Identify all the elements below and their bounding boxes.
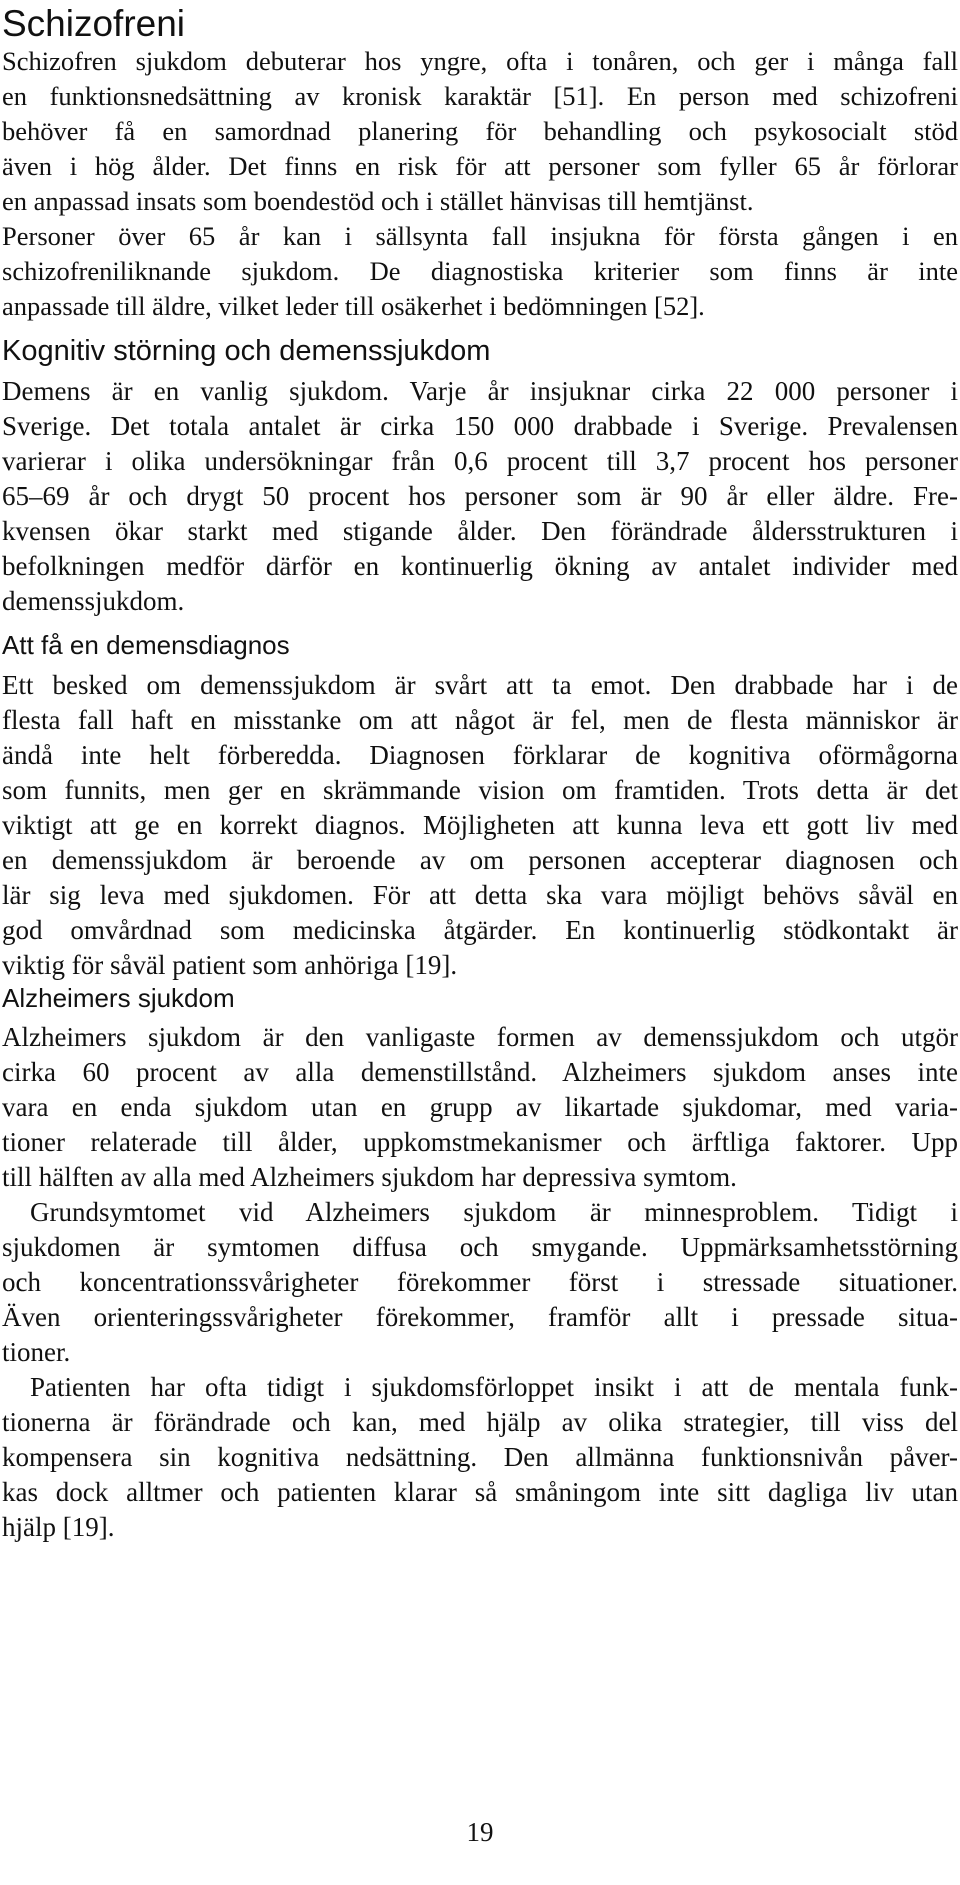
page-number: 19 [466,1817,494,1847]
text-line: till hälften av alla med Alzheimers sjukdom har depressiva symtom. [2,1162,737,1192]
text-line: god omvårdnad som medicinska åtgärder. En kontinuerlig stödkontakt är [2,915,958,945]
heading-kognitiv-storning: Kognitiv störning och demenssjukdom [2,335,491,367]
text-line: vara en enda sjukdom utan en grupp av likartade sjukdomar, med varia- [2,1092,958,1122]
heading-schizofreni: Schizofreni [2,3,186,44]
text-line: Demens är en vanlig sjukdom. Varje år insjuknar cirka 22 000 personer i [2,376,958,406]
text-line: kvensen ökar starkt med stigande ålder. Den förändrade åldersstrukturen i [2,516,958,546]
text-line: demenssjukdom. [2,586,185,616]
text-line: cirka 60 procent av alla demenstillstånd. Alzheimers sjukdom anses inte [2,1057,958,1087]
text-line: befolkningen medför därför en kontinuerlig ökning av antalet individer med [2,551,958,581]
text-line: Personer över 65 år kan i sällsynta fall insjukna för första gången i en [2,221,958,251]
paragraph-alzheimers-3 [2,1370,958,1545]
text-line: lär sig leva med sjukdomen. För att detta ska vara möjligt behövs såväl en [2,880,958,910]
paragraph-alzheimers-2 [2,1195,958,1370]
text-line: 65–69 år och drygt 50 procent hos personer som är 90 år eller äldre. Fre- [2,481,958,511]
paragraph-schizofreni [2,44,958,324]
heading-alzheimers: Alzheimers sjukdom [2,983,235,1013]
text-line: en demenssjukdom är beroende av om personen accepterar diagnosen och [2,845,958,875]
text-line: Patienten har ofta tidigt i sjukdomsförloppet insikt i att de mentala funk- [30,1372,958,1402]
text-line: viktig för såväl patient som anhöriga [19]. [2,950,458,980]
text-line: Grundsymtomet vid Alzheimers sjukdom är minnesproblem. Tidigt i [30,1197,958,1227]
text-line: en funktionsnedsättning av kronisk karaktär [51]. En person med schizofreni [2,81,958,111]
text-line: tioner relaterade till ålder, uppkomstmekanismer och ärftliga faktorer. Upp [2,1127,958,1157]
text-line: hjälp [19]. [2,1512,115,1542]
text-line: ändå inte helt förberedda. Diagnosen förklarar de kognitiva oförmågorna [2,740,958,770]
text-line: schizofreniliknande sjukdom. De diagnostiska kriterier som finns är inte [2,256,958,286]
text-line: även i hög ålder. Det finns en risk för att personer som fyller 65 år förlorar [2,151,958,181]
text-line: Även orienteringssvårigheter förekommer, framför allt i pressade situa- [2,1302,958,1332]
paragraph-demensdiagnos [2,668,958,983]
text-line: och koncentrationssvårigheter förekommer först i stressade situationer. [2,1267,958,1297]
paragraph-kognitiv-storning [2,374,958,619]
text-line: Sverige. Det totala antalet är cirka 150 000 drabbade i Sverige. Prevalensen [2,411,958,441]
text-line: flesta fall haft en misstanke om att något är fel, men de flesta människor är [2,705,958,735]
text-line: behöver få en samordnad planering för behandling och psykosocialt stöd [2,116,958,146]
text-line: en anpassad insats som boendestöd och i stället hänvisas till hemtjänst. [2,186,754,216]
paragraph-alzheimers-1 [2,1020,958,1195]
text-line: tionerna är förändrade och kan, med hjälp av olika strategier, till viss del [2,1407,958,1437]
text-line: viktigt att ge en korrekt diagnos. Möjligheten att kunna leva ett gott liv med [2,810,958,840]
heading-demensdiagnos: Att få en demensdiagnos [2,630,290,660]
text-line: sjukdomen är symtomen diffusa och smygande. Uppmärksamhetsstörning [2,1232,958,1262]
text-line: anpassade till äldre, vilket leder till osäkerhet i bedömningen [52]. [2,291,705,321]
text-line: kompensera sin kognitiva nedsättning. Den allmänna funktionsnivån påver- [2,1442,958,1472]
text-line: som funnits, men ger en skrämmande vision om framtiden. Trots detta är det [2,775,958,805]
text-line: Ett besked om demenssjukdom är svårt att ta emot. Den drabbade har i de [2,670,958,700]
text-line: Schizofren sjukdom debuterar hos yngre, ofta i tonåren, och ger i många fall [2,46,958,76]
text-line: varierar i olika undersökningar från 0,6 procent till 3,7 procent hos personer [2,446,958,476]
text-line: Alzheimers sjukdom är den vanligaste formen av demenssjukdom och utgör [2,1022,958,1052]
text-line: tioner. [2,1337,71,1367]
text-line: kas dock alltmer och patienten klarar så småningom inte sitt dagliga liv utan [2,1477,958,1507]
